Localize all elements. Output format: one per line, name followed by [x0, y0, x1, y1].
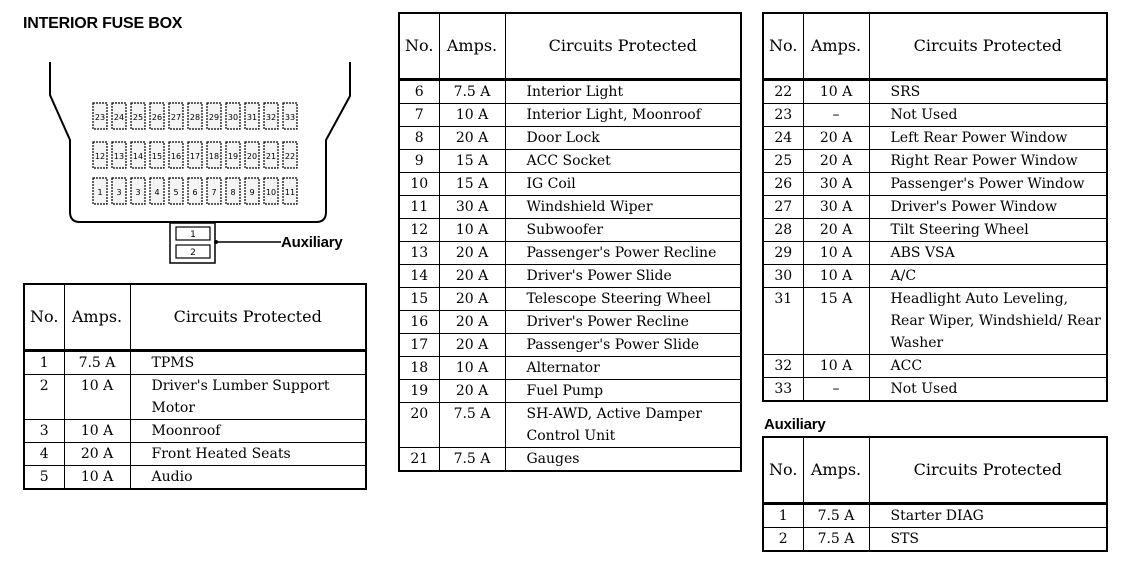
fuse-circuit: Alternator — [505, 356, 741, 379]
fuse-slot — [264, 142, 278, 168]
fuse-number: 9 — [399, 149, 439, 172]
fuse-slot-label: 23 — [94, 113, 106, 122]
fuse-slot-label: 4 — [154, 188, 160, 197]
fuse-slot — [283, 103, 297, 129]
fuse-amps: 20 A — [439, 310, 505, 333]
fuse-number: 1 — [24, 350, 64, 374]
fuse-number: 25 — [763, 149, 803, 172]
fuse-slot-label: 27 — [170, 113, 182, 122]
table-row — [763, 218, 1107, 241]
table-row — [763, 195, 1107, 218]
fuse-circuit: Not Used — [869, 377, 1107, 401]
fuse-amps: 7.5 A — [439, 447, 505, 471]
fuse-amps: 15 A — [803, 287, 869, 354]
fuse-slot-label: 16 — [170, 152, 182, 161]
fuse-amps: 10 A — [803, 354, 869, 377]
fuse-circuit: Interior Light, Moonroof — [505, 103, 741, 126]
table-row — [399, 379, 741, 402]
fuse-slot-label: 11 — [284, 188, 296, 197]
fuse-slot — [112, 103, 126, 129]
table-row — [763, 241, 1107, 264]
fuse-slot — [131, 142, 145, 168]
table-row — [399, 264, 741, 287]
table-row — [399, 79, 741, 103]
fuse-circuit: Telescope Steering Wheel — [505, 287, 741, 310]
fuse-slot — [131, 103, 145, 129]
fuse-number: 18 — [399, 356, 439, 379]
fuse-circuit: Right Rear Power Window — [869, 149, 1107, 172]
fuse-amps: 20 A — [439, 241, 505, 264]
fuse-circuit: Driver's Lumber Support Motor — [130, 374, 366, 419]
fuse-number: 31 — [763, 287, 803, 354]
fuse-amps: 30 A — [803, 172, 869, 195]
fuse-amps: 20 A — [803, 126, 869, 149]
fuse-grid — [93, 103, 297, 204]
fuse-number: 24 — [763, 126, 803, 149]
fuse-circuit: Door Lock — [505, 126, 741, 149]
fuse-circuit: Fuel Pump — [505, 379, 741, 402]
col-header-circuits: Circuits Protected — [869, 437, 1107, 503]
table-row — [24, 419, 366, 442]
fuse-slot-label: 22 — [284, 152, 296, 161]
fuse-number: 33 — [763, 377, 803, 401]
fuse-number: 17 — [399, 333, 439, 356]
fuse-number: 16 — [399, 310, 439, 333]
table-row — [763, 149, 1107, 172]
table-row — [763, 527, 1107, 551]
fuse-number: 15 — [399, 287, 439, 310]
fuse-circuit: ACC — [869, 354, 1107, 377]
fuse-circuit: Windshield Wiper — [505, 195, 741, 218]
col-header-no: No. — [763, 13, 803, 79]
fuse-slot — [131, 178, 145, 204]
fuse-slot-label: 3 — [135, 188, 141, 197]
fuse-slot — [169, 142, 183, 168]
fuse-number: 3 — [24, 419, 64, 442]
fuse-circuit: STS — [869, 527, 1107, 551]
fuse-slot — [150, 142, 164, 168]
fuse-amps: 7.5 A — [439, 79, 505, 103]
fuse-slot — [226, 178, 240, 204]
fuse-amps: 20 A — [803, 149, 869, 172]
fuse-amps: 20 A — [439, 126, 505, 149]
fuse-amps: 20 A — [803, 218, 869, 241]
fuse-amps: 10 A — [64, 374, 130, 419]
fuse-slot — [207, 103, 221, 129]
fuse-number: 7 — [399, 103, 439, 126]
fuse-slot-label: 17 — [189, 152, 201, 161]
fuse-amps: 10 A — [439, 218, 505, 241]
fuse-amps: 20 A — [439, 333, 505, 356]
fuse-circuit: Subwoofer — [505, 218, 741, 241]
fuse-slot — [169, 103, 183, 129]
fuse-amps: 20 A — [439, 264, 505, 287]
fuse-circuit: Interior Light — [505, 79, 741, 103]
fuse-slot — [245, 103, 259, 129]
fuse-slot — [93, 178, 107, 204]
fuse-slot-label: 7 — [211, 188, 217, 197]
col-header-amps: Amps. — [803, 437, 869, 503]
fuse-slot-label: 26 — [151, 113, 163, 122]
fuse-slot — [245, 142, 259, 168]
fuse-amps: 7.5 A — [64, 350, 130, 374]
col-header-no: No. — [24, 284, 64, 350]
fuse-amps: 10 A — [803, 264, 869, 287]
table-row — [399, 333, 741, 356]
fuse-slot-label: 15 — [151, 152, 163, 161]
fuse-slot-label: 18 — [208, 152, 220, 161]
fuse-amps: 20 A — [64, 442, 130, 465]
table-row — [763, 287, 1107, 354]
fuse-table-2 — [398, 12, 742, 472]
fuse-slot — [283, 178, 297, 204]
fuse-amps: – — [803, 103, 869, 126]
fuse-slot-label: 33 — [284, 113, 296, 122]
fuse-number: 11 — [399, 195, 439, 218]
fuse-slot-label: 5 — [173, 188, 179, 197]
fuse-number: 26 — [763, 172, 803, 195]
fuse-number: 12 — [399, 218, 439, 241]
fuse-circuit: Not Used — [869, 103, 1107, 126]
table-row — [399, 126, 741, 149]
fuse-slot-label: 1 — [97, 188, 103, 197]
table-row — [763, 264, 1107, 287]
fuse-number: 23 — [763, 103, 803, 126]
fuse-circuit: Front Heated Seats — [130, 442, 366, 465]
fuse-slot — [150, 178, 164, 204]
fuse-amps: 20 A — [439, 379, 505, 402]
aux-table-heading: Auxiliary — [764, 416, 826, 433]
aux-fuse-grid — [176, 227, 210, 258]
fuse-slot — [283, 142, 297, 168]
table-row — [399, 103, 741, 126]
fuse-slot — [188, 103, 202, 129]
fuse-circuit: Driver's Power Window — [869, 195, 1107, 218]
fuse-circuit: Left Rear Power Window — [869, 126, 1107, 149]
fuse-number: 4 — [24, 442, 64, 465]
fuse-slot-label: 10 — [265, 188, 277, 197]
fuse-amps: 7.5 A — [803, 527, 869, 551]
fuse-number: 30 — [763, 264, 803, 287]
fuse-number: 6 — [399, 79, 439, 103]
fuse-slot — [169, 178, 183, 204]
fuse-amps: 10 A — [439, 103, 505, 126]
fuse-amps: 30 A — [803, 195, 869, 218]
col-header-circuits: Circuits Protected — [505, 13, 741, 79]
col-header-circuits: Circuits Protected — [130, 284, 366, 350]
fuse-circuit: Starter DIAG — [869, 503, 1107, 527]
fuse-amps: 20 A — [439, 287, 505, 310]
col-header-amps: Amps. — [439, 13, 505, 79]
aux-label: Auxiliary — [281, 234, 343, 251]
table-row — [399, 241, 741, 264]
table-row — [399, 195, 741, 218]
table-row — [399, 149, 741, 172]
fuse-amps: 7.5 A — [803, 503, 869, 527]
fuse-circuit: Audio — [130, 465, 366, 489]
fuse-circuit: ABS VSA — [869, 241, 1107, 264]
fuse-circuit: Passenger's Power Recline — [505, 241, 741, 264]
fuse-slot — [207, 178, 221, 204]
fuse-amps: 10 A — [803, 79, 869, 103]
table-row — [399, 287, 741, 310]
fuse-slot-label: 32 — [265, 113, 277, 122]
fuse-amps: 7.5 A — [439, 402, 505, 447]
page-title: INTERIOR FUSE BOX — [23, 15, 183, 32]
fuse-slot — [112, 142, 126, 168]
aux-fuse-label: 2 — [190, 248, 196, 258]
fuse-slot-label: 19 — [227, 152, 239, 161]
fuse-slot-label: 30 — [227, 113, 239, 122]
fuse-circuit: Passenger's Power Slide — [505, 333, 741, 356]
table-row — [24, 465, 366, 489]
fuse-box-diagram — [0, 0, 380, 270]
fuse-slot-label: 31 — [246, 113, 258, 122]
fuse-circuit: A/C — [869, 264, 1107, 287]
table-row — [399, 447, 741, 471]
fuse-slot — [226, 103, 240, 129]
fuse-circuit: SH-AWD, Active Damper Control Unit — [505, 402, 741, 447]
fuse-slot-label: 29 — [208, 113, 220, 122]
fuse-number: 2 — [24, 374, 64, 419]
aux-fuse-label: 1 — [190, 230, 196, 240]
table-row — [763, 377, 1107, 401]
fuse-amps: 10 A — [803, 241, 869, 264]
fuse-slot-label: 28 — [189, 113, 201, 122]
aux-leader-dot — [214, 240, 218, 244]
col-header-no: No. — [399, 13, 439, 79]
fuse-number: 21 — [399, 447, 439, 471]
fuse-circuit: Passenger's Power Window — [869, 172, 1107, 195]
fuse-slot — [226, 142, 240, 168]
fuse-circuit: ACC Socket — [505, 149, 741, 172]
table-row — [24, 374, 366, 419]
fuse-slot — [188, 178, 202, 204]
fuse-circuit: SRS — [869, 79, 1107, 103]
fuse-number: 1 — [763, 503, 803, 527]
fuse-slot-label: 3 — [116, 188, 122, 197]
fuse-slot-label: 12 — [94, 152, 106, 161]
fuse-slot-label: 14 — [132, 152, 144, 161]
table-row — [763, 503, 1107, 527]
fuse-table-3 — [762, 12, 1108, 402]
fuse-circuit: Tilt Steering Wheel — [869, 218, 1107, 241]
fuse-amps: 10 A — [439, 356, 505, 379]
table-row — [763, 354, 1107, 377]
fuse-number: 19 — [399, 379, 439, 402]
fuse-slot-label: 24 — [113, 113, 125, 122]
fuse-slot — [93, 103, 107, 129]
fuse-circuit: Moonroof — [130, 419, 366, 442]
fuse-amps: 30 A — [439, 195, 505, 218]
fuse-number: 32 — [763, 354, 803, 377]
fuse-table-1 — [23, 283, 367, 490]
fuse-slot-label: 20 — [246, 152, 258, 161]
fuse-circuit: IG Coil — [505, 172, 741, 195]
fuse-slot — [264, 178, 278, 204]
table-row — [763, 172, 1107, 195]
fuse-number: 22 — [763, 79, 803, 103]
fuse-number: 20 — [399, 402, 439, 447]
fuse-circuit: Headlight Auto Leveling, Rear Wiper, Windshield/ Rear Washer — [869, 287, 1107, 354]
table-row — [763, 103, 1107, 126]
fuse-slot — [188, 142, 202, 168]
table-row — [763, 79, 1107, 103]
fuse-slot-label: 8 — [230, 188, 236, 197]
col-header-amps: Amps. — [64, 284, 130, 350]
fuse-amps: 10 A — [64, 465, 130, 489]
table-row — [399, 356, 741, 379]
fuse-number: 27 — [763, 195, 803, 218]
table-row — [399, 172, 741, 195]
fuse-slot — [150, 103, 164, 129]
table-row — [24, 442, 366, 465]
fuse-slot-label: 25 — [132, 113, 144, 122]
fuse-slot-label: 21 — [265, 152, 277, 161]
fuse-number: 10 — [399, 172, 439, 195]
fuse-number: 13 — [399, 241, 439, 264]
fuse-number: 8 — [399, 126, 439, 149]
fuse-number: 5 — [24, 465, 64, 489]
fuse-table-aux — [762, 436, 1108, 552]
fuse-circuit: Gauges — [505, 447, 741, 471]
fuse-circuit: TPMS — [130, 350, 366, 374]
fuse-slot-label: 13 — [113, 152, 125, 161]
table-row — [763, 126, 1107, 149]
fuse-amps: – — [803, 377, 869, 401]
table-row — [399, 402, 741, 447]
col-header-amps: Amps. — [803, 13, 869, 79]
fuse-slot-label: 9 — [249, 188, 255, 197]
fuse-slot — [112, 178, 126, 204]
fuse-slot — [264, 103, 278, 129]
fuse-slot — [93, 142, 107, 168]
fuse-number: 14 — [399, 264, 439, 287]
fuse-amps: 15 A — [439, 172, 505, 195]
table-row — [399, 310, 741, 333]
fuse-slot — [245, 178, 259, 204]
col-header-no: No. — [763, 437, 803, 503]
fuse-amps: 15 A — [439, 149, 505, 172]
fuse-circuit: Driver's Power Slide — [505, 264, 741, 287]
fuse-slot — [207, 142, 221, 168]
fuse-number: 28 — [763, 218, 803, 241]
table-row — [399, 218, 741, 241]
fuse-number: 29 — [763, 241, 803, 264]
fuse-amps: 10 A — [64, 419, 130, 442]
fuse-circuit: Driver's Power Recline — [505, 310, 741, 333]
fuse-number: 2 — [763, 527, 803, 551]
fuse-slot-label: 6 — [192, 188, 198, 197]
table-row — [24, 350, 366, 374]
col-header-circuits: Circuits Protected — [869, 13, 1107, 79]
